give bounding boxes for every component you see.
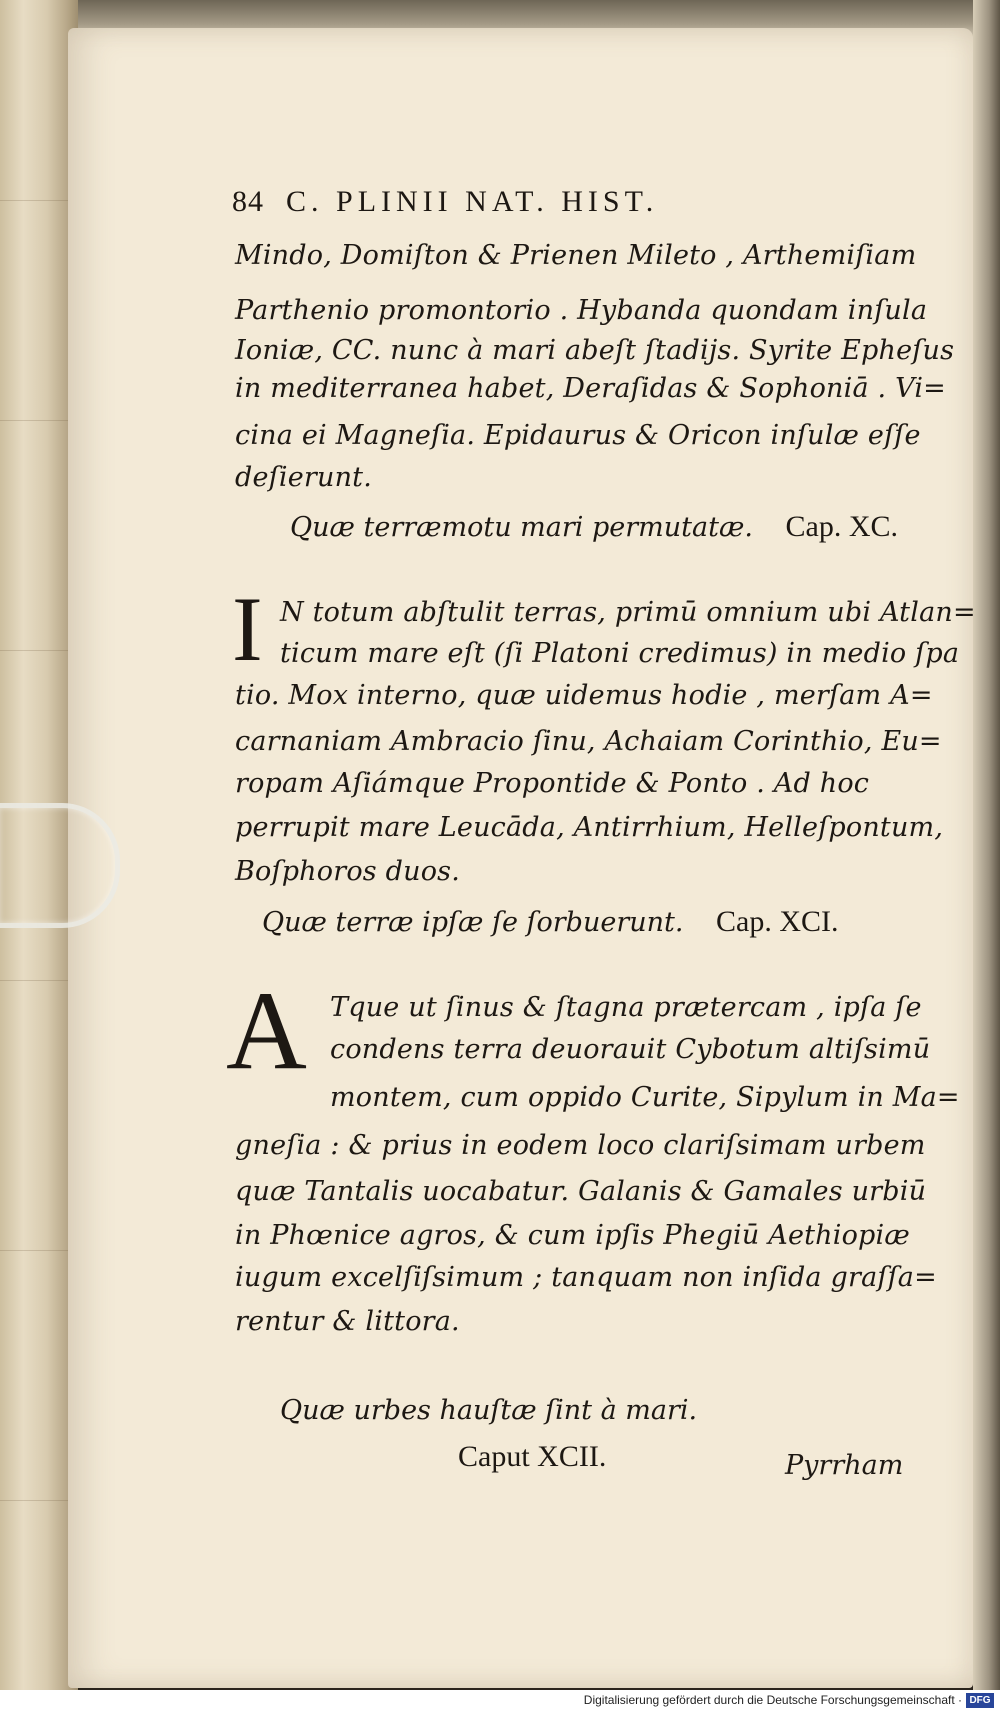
text-line: N totum abſtulit terras, primū omnium ubi Atlan= (280, 597, 976, 628)
footer-credit: Digitalisierung gefördert durch die Deutsche Forschungsgemeinschaft · (583, 1693, 962, 1707)
text-line: carnaniam Ambracio ſinu, Achaiam Corinthio, Eu= (235, 726, 942, 757)
dfg-logo-icon: DFG (966, 1693, 994, 1708)
text-line: quæ Tantalis uocabatur. Galanis & Gamales urbiū (235, 1176, 927, 1207)
book-page (68, 28, 973, 1688)
book-right-edge (973, 0, 1000, 1690)
text-line: in mediterranea habet, Deraſidas & Sophoniā . Vi= (235, 373, 946, 404)
drop-capital: I (232, 578, 263, 680)
text-line: ticum mare eſt (ſi Platoni credimus) in medio ſpa (280, 638, 960, 669)
text-line: Ioniæ, CC. nunc à mari abeſt ſtadijs. Syrite Epheſus (235, 335, 955, 366)
chapter-title: Quæ terræmotu mari permutatæ. (290, 512, 753, 543)
chapter-heading: Quæ urbes hauſtæ ſint à mari. (280, 1395, 698, 1426)
text-line: deſierunt. (235, 462, 372, 493)
text-line: Mindo, Domiſton & Prienen Mileto , Arthemiſiam (235, 240, 917, 271)
text-line: montem, cum oppido Curite, Sipylum in Ma= (330, 1082, 960, 1113)
chapter-title: Quæ terræ ipſæ ſe ſorbuerunt. (262, 907, 684, 938)
digitization-footer (0, 1690, 1000, 1712)
text-line: ropam Aſiámque Propontide & Ponto . Ad hoc (235, 768, 870, 799)
text-line: cina ei Magneſia. Epidaurus & Oricon inſulæ eſſe (235, 420, 921, 451)
text-line: Parthenio promontorio . Hybanda quondam inſula (235, 295, 928, 326)
catchword: Pyrrham (785, 1450, 904, 1481)
text-line: condens terra deuorauit Cybotum altiſsimū (330, 1034, 931, 1065)
text-line: in Phœnice agros, & cum ipſis Phegiū Aethiopiæ (235, 1220, 910, 1251)
text-line: rentur & littora. (235, 1306, 460, 1337)
chapter-heading (262, 905, 839, 939)
text-line: Boſphoros duos. (235, 856, 460, 887)
drop-capital: A (226, 969, 307, 1093)
text-line: perrupit mare Leucāda, Antirrhium, Helleſpontum, (235, 812, 944, 843)
page-number: 84 (232, 185, 264, 218)
text-line: Tque ut ſinus & ſtagna prætercam , ipſa ſe (330, 992, 922, 1023)
chapter-number: Cap. XCI. (716, 905, 839, 938)
running-head (232, 185, 658, 219)
text-line: iugum excelſiſsimum ; tanquam non inſida graſſa= (235, 1262, 937, 1293)
page-clip-icon (0, 803, 120, 928)
chapter-number: Caput XCII. (458, 1440, 607, 1473)
chapter-heading (290, 510, 898, 544)
text-line: gneſia : & prius in eodem loco clariſsimam urbem (235, 1130, 926, 1161)
chapter-number: Cap. XC. (785, 510, 899, 543)
text-line: tio. Mox interno, quæ uidemus hodie , merſam A= (235, 680, 933, 711)
running-title: C. PLINII NAT. HIST. (286, 185, 659, 218)
